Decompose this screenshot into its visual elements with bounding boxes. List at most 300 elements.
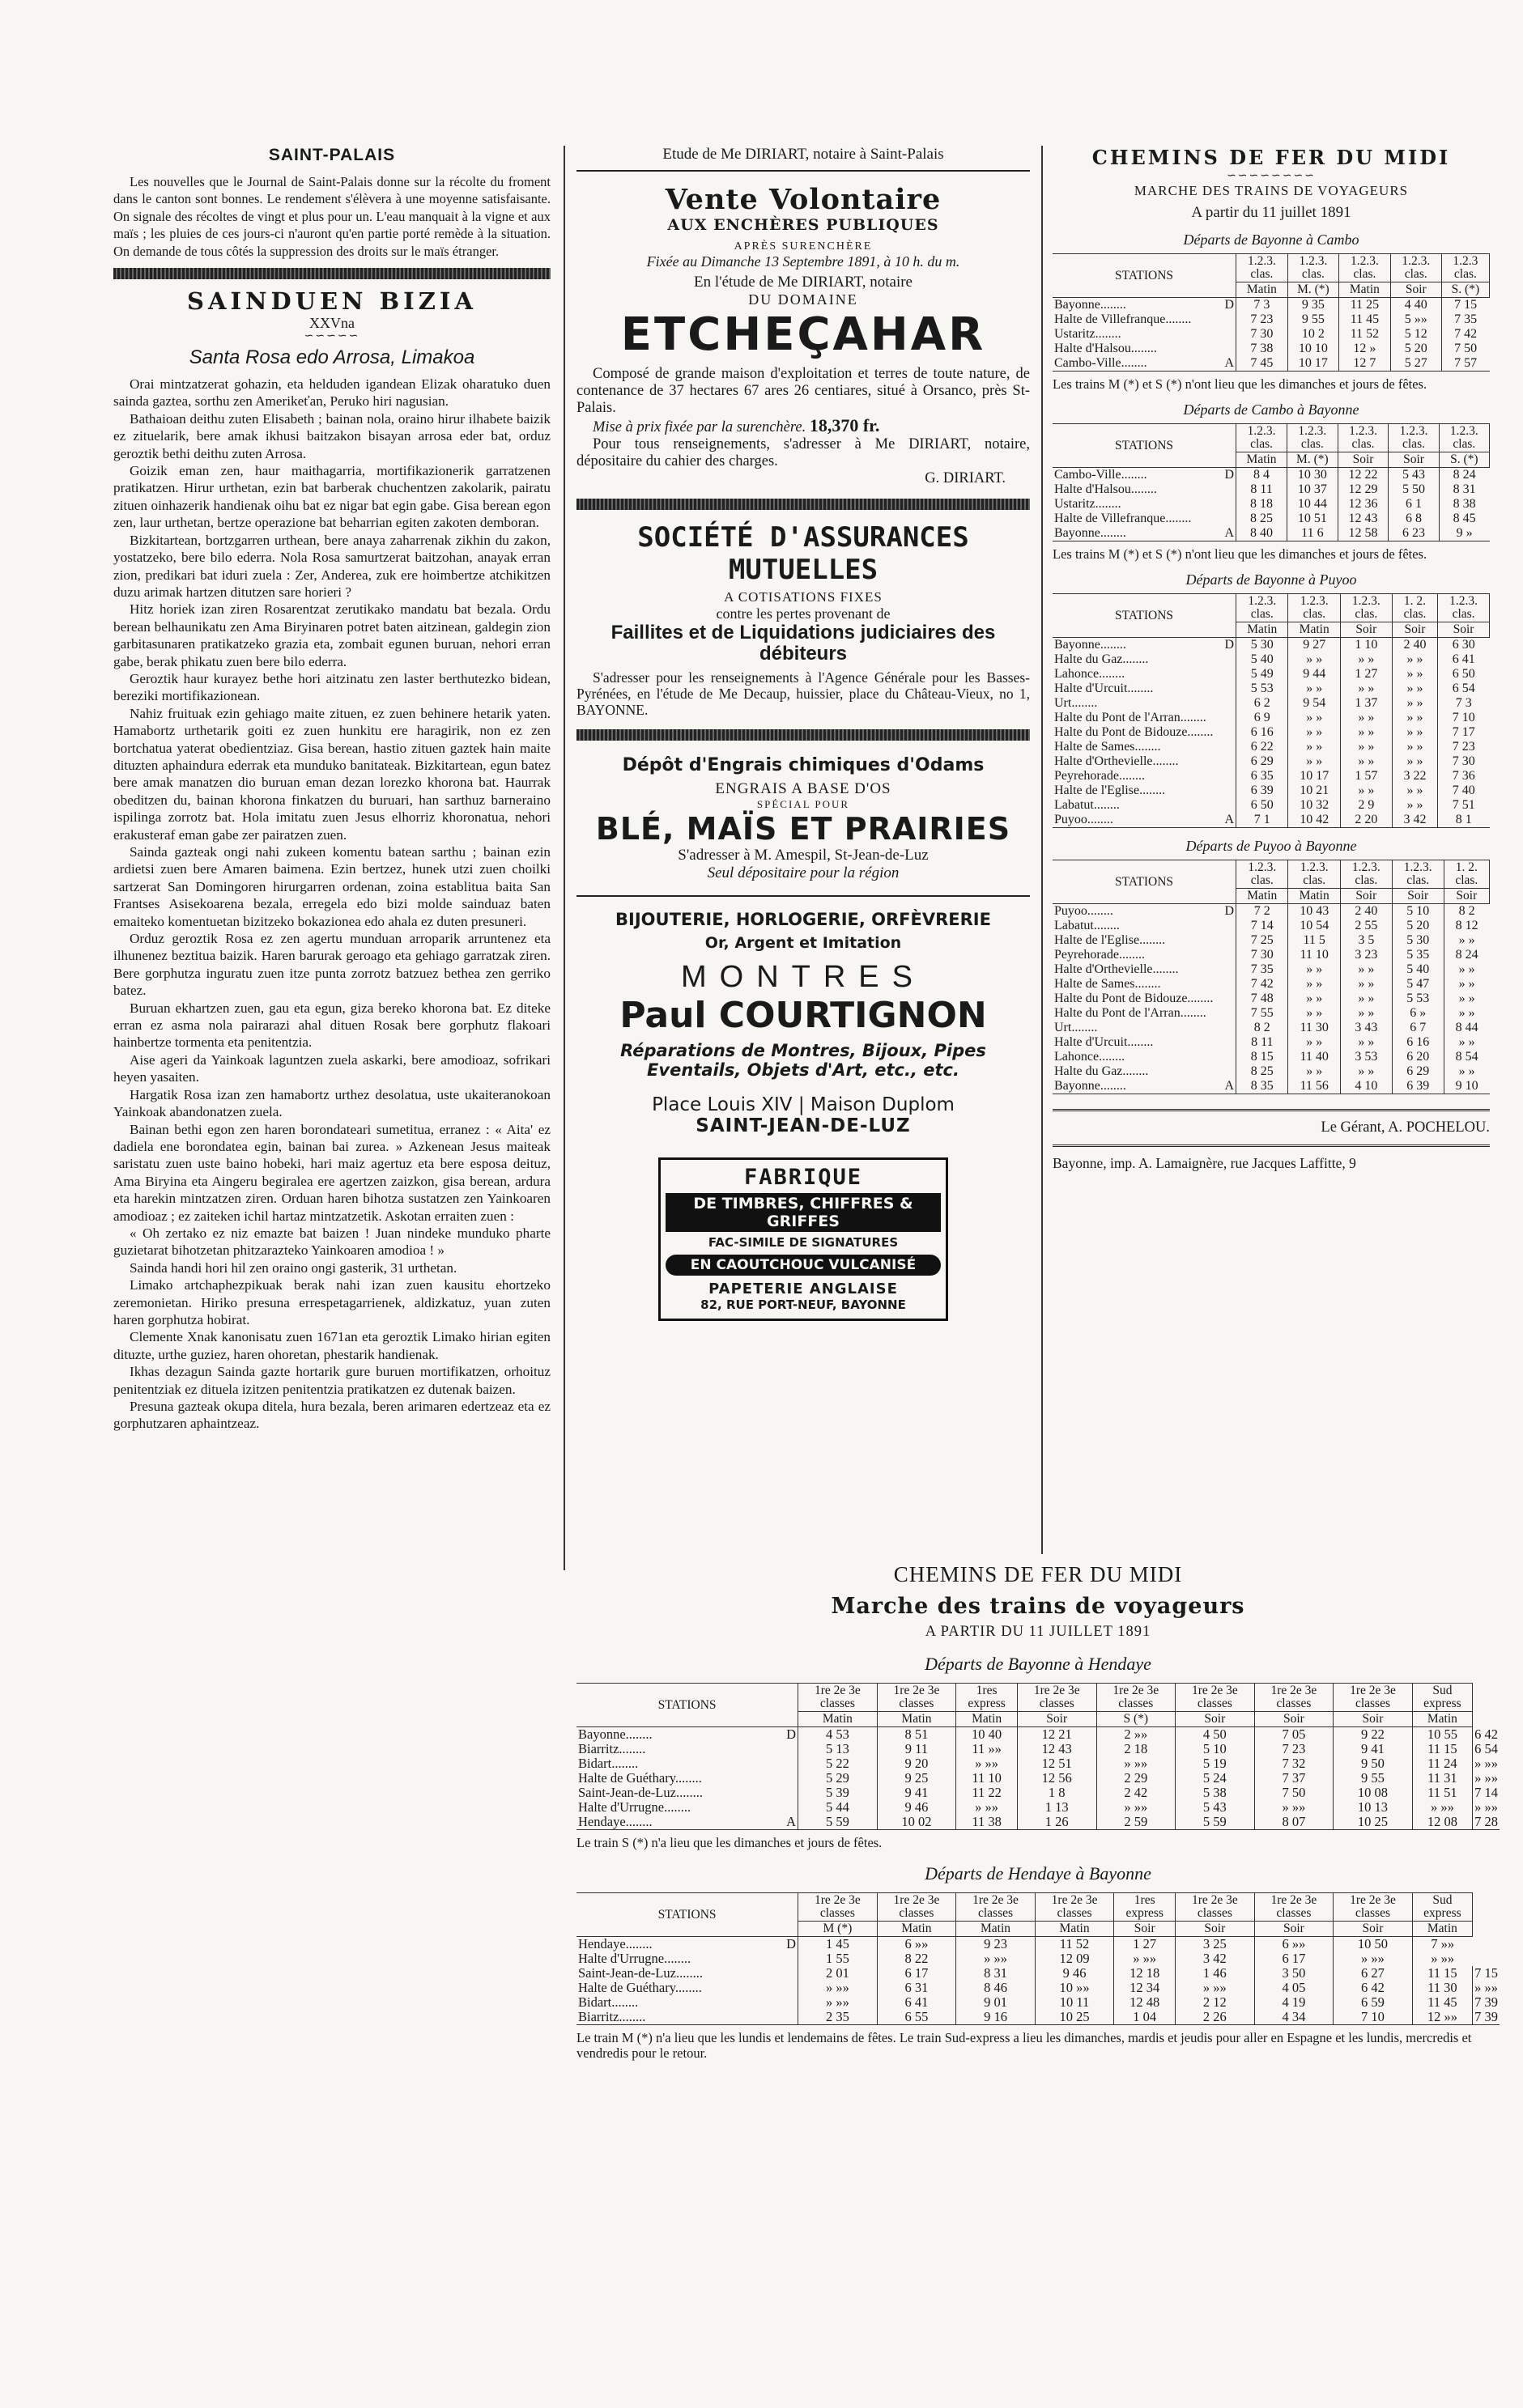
- class-header: 1.2.3. clas.: [1439, 424, 1489, 452]
- leader-dots: ........: [1139, 933, 1166, 947]
- station-name: Urt: [1054, 696, 1072, 710]
- time-cell: » »: [1288, 711, 1340, 725]
- sainduen-bizia-title: SAINDUEN BIZIA: [187, 287, 477, 316]
- time-cell: » »: [1444, 1006, 1489, 1021]
- time-cell: 9 10: [1444, 1079, 1489, 1094]
- leader-dots: ........: [675, 1785, 703, 1800]
- middle-column: [576, 146, 1030, 1321]
- time-cell: 9 55: [1287, 312, 1338, 327]
- time-cell: 9 11: [877, 1742, 956, 1756]
- amespil-address: S'adresser à M. Amespil, St-Jean-de-Luz: [678, 847, 929, 864]
- time-cell: 5 50: [1389, 482, 1439, 497]
- leader-dots: ........: [1127, 1035, 1154, 1049]
- leader-dots: ........: [1121, 468, 1147, 482]
- place-louis-xiv: Place Louis XIV | Maison Duplom: [652, 1094, 955, 1116]
- time-cell: 11 56: [1288, 1079, 1340, 1094]
- timetable-row: [1053, 298, 1490, 313]
- time-cell: 11 15: [1412, 1742, 1472, 1756]
- leader-dots: ........: [1165, 512, 1192, 525]
- time-cell: 1 27: [1114, 1937, 1176, 1952]
- time-cell: 7 25: [1236, 933, 1288, 948]
- station-name: Halte d'Orthevielle: [1054, 754, 1153, 768]
- timetable-row: [576, 1742, 1500, 1756]
- time-cell: » »»: [956, 1951, 1036, 1966]
- time-cell: 6 16: [1392, 1035, 1444, 1050]
- time-cell: 11 45: [1339, 312, 1391, 327]
- station-name: Labatut: [1054, 798, 1094, 812]
- time-cell: 4 05: [1254, 1981, 1334, 1995]
- time-cell: 7 35: [1236, 962, 1288, 977]
- class-header: 1re 2e 3e classes: [1017, 1684, 1096, 1712]
- stations-header: STATIONS: [576, 1684, 798, 1727]
- time-cell: 6 29: [1236, 754, 1288, 769]
- timetable-subtitle: Départs de Bayonne à Hendaye: [925, 1654, 1151, 1674]
- time-cell: 9 46: [1035, 1966, 1114, 1981]
- time-cell: 7 30: [1438, 754, 1490, 769]
- time-cell: 6 55: [877, 2010, 956, 2025]
- leader-dots: ........: [1130, 482, 1157, 496]
- depart-arrive-marker: D: [1224, 468, 1235, 482]
- time-cell: 7 35: [1441, 312, 1489, 327]
- time-cell: 10 50: [1334, 1937, 1413, 1952]
- time-cell: 7 28: [1473, 1815, 1500, 1830]
- story-paragraph: Bizkitartean, bortzgarren urthean, bere anaya zaharrenak zikhin du zakon, yostatzeko, bere bilo ederra. Nola Rosa samurtzerat baitzohan, anayak erran zion, predikari bat iduri zuela : Zer, Anderea, zuk ere hoimbertze atchikitzen duzu arimak hartzen ditutzen sare horieri ?: [113, 532, 551, 600]
- timetable-row: [576, 1800, 1500, 1815]
- time-cell: 11 15: [1412, 1966, 1472, 1981]
- column-rule-left: [564, 146, 565, 1570]
- vente-volontaire-heading: Vente Volontaire: [665, 183, 942, 216]
- class-header: 1re 2e 3e classes: [1334, 1893, 1413, 1922]
- seul-depositaire: Seul dépositaire pour la région: [707, 864, 900, 882]
- station-name: Halte d'Urrugne: [578, 1799, 665, 1815]
- timetable-row: [576, 2010, 1500, 2025]
- leader-dots: ........: [675, 1965, 703, 1981]
- time-cell: 8 35: [1236, 1079, 1288, 1094]
- time-cell: 9 25: [877, 1771, 956, 1786]
- time-cell: » »: [1340, 725, 1392, 740]
- time-cell: 10 08: [1334, 1786, 1413, 1800]
- station-name: Halte du Gaz: [1054, 652, 1123, 666]
- timetable-note: Le train M (*) n'a lieu que les lundis et lendemains de fêtes. Le train Sud-express a lieu les dimanches, mardis et jeudis pour aller en Espagne et les lundis, mercredis et vendredis pour le retour.: [576, 2030, 1472, 2061]
- time-cell: 10 43: [1288, 904, 1340, 919]
- time-cell: 11 30: [1412, 1981, 1472, 1995]
- class-header: 1re 2e 3e classes: [877, 1684, 956, 1712]
- time-cell: 8 44: [1444, 1021, 1489, 1035]
- class-header: 1.2.3. clas.: [1392, 860, 1444, 889]
- period-header: M (*): [798, 1922, 878, 1937]
- time-cell: 7 36: [1438, 769, 1490, 784]
- time-cell: 11 30: [1288, 1021, 1340, 1035]
- period-header: Soir: [1334, 1712, 1413, 1727]
- timetable-row: [576, 1981, 1500, 1995]
- period-header: Matin: [1288, 889, 1340, 904]
- imprimeur-line: Bayonne, imp. A. Lamaignère, rue Jacques Laffitte, 9: [1053, 1155, 1356, 1171]
- story-paragraph: Hitz horiek izan ziren Rosarentzat zerutikako mandatu bat bezala. Ordu berean belhaunikatu zen Ama Biryinaren potret baten aitzinean, galdegin zion garbitasunaren pratikatzeko grazia eta, zombait egunen buruan, nehori erran gabe, berak phikatu zuen bere bilo ederra.: [113, 601, 551, 669]
- encheres-heading: AUX ENCHÈRES PUBLIQUES: [667, 216, 939, 234]
- station-name: Ustaritz: [1054, 327, 1095, 341]
- station-name: Halte du Pont de Bidouze: [1054, 992, 1188, 1005]
- time-cell: » »: [1444, 962, 1489, 977]
- special-pour: SPÉCIAL POUR: [756, 798, 850, 811]
- timetable-row: [1053, 919, 1490, 933]
- time-cell: » »»: [956, 1756, 1018, 1771]
- time-cell: 5 59: [798, 1815, 878, 1830]
- time-cell: » »»: [1412, 1951, 1472, 1966]
- timetable-row: [1053, 526, 1490, 541]
- time-cell: 6 42: [1334, 1981, 1413, 1995]
- time-cell: 8 07: [1254, 1815, 1334, 1830]
- stamp-timbres: DE TIMBRES, CHIFFRES & GRIFFES: [666, 1193, 941, 1232]
- timetable-row: [1053, 725, 1490, 740]
- time-cell: 8 51: [877, 1727, 956, 1743]
- column-rule-right: [1041, 146, 1043, 1554]
- period-header: Soir: [1438, 622, 1490, 638]
- time-cell: » »: [1288, 754, 1340, 769]
- class-header: Sud express: [1412, 1684, 1472, 1712]
- time-cell: 1 13: [1017, 1800, 1096, 1815]
- class-header: 1re 2e 3e classes: [1334, 1684, 1413, 1712]
- time-cell: » »: [1288, 1064, 1340, 1079]
- station-name: Halte du Pont de Bidouze: [1054, 725, 1188, 739]
- station-name: Biarritz: [578, 1741, 619, 1756]
- station-name: Halte d'Orthevielle: [1054, 962, 1153, 976]
- time-cell: 2 29: [1096, 1771, 1176, 1786]
- leader-dots: ........: [1180, 711, 1206, 724]
- time-cell: 9 »: [1439, 526, 1489, 541]
- bottom-date: A PARTIR DU 11 JUILLET 1891: [925, 1624, 1151, 1640]
- period-header: Matin: [877, 1712, 956, 1727]
- time-cell: 5 10: [1176, 1742, 1255, 1756]
- station-name: Hendaye: [578, 1814, 626, 1829]
- time-cell: » »: [1340, 740, 1392, 754]
- time-cell: 6 41: [877, 1995, 956, 2010]
- station-name: Halte de Guéthary: [578, 1980, 675, 1995]
- time-cell: 5 35: [1392, 948, 1444, 962]
- time-cell: 6 9: [1236, 711, 1288, 725]
- time-cell: 1 37: [1340, 696, 1392, 711]
- station-name: Bayonne: [1054, 526, 1100, 540]
- time-cell: » »»: [1334, 1951, 1413, 1966]
- timetable-row: [576, 1727, 1500, 1743]
- time-cell: 2 18: [1096, 1742, 1176, 1756]
- time-cell: 10 »»: [1035, 1981, 1114, 1995]
- time-cell: 8 2: [1444, 904, 1489, 919]
- chemins-de-fer-title: CHEMINS DE FER DU MIDI: [1091, 146, 1451, 169]
- time-cell: 7 17: [1438, 725, 1490, 740]
- marche-des-trains: MARCHE DES TRAINS DE VOYAGEURS: [1134, 183, 1409, 198]
- time-cell: 7 37: [1254, 1771, 1334, 1786]
- time-cell: 7 3: [1438, 696, 1490, 711]
- time-cell: 7 14: [1473, 1786, 1500, 1800]
- time-cell: » »: [1340, 784, 1392, 798]
- time-cell: 12 56: [1017, 1771, 1096, 1786]
- time-cell: 7 15: [1441, 298, 1489, 313]
- time-cell: 7 55: [1236, 1006, 1288, 1021]
- time-cell: » »: [1444, 977, 1489, 992]
- class-header: 1.2.3. clas.: [1340, 594, 1392, 622]
- time-cell: 8 11: [1236, 1035, 1288, 1050]
- station-name: Halte d'Urcuit: [1054, 682, 1128, 695]
- time-cell: 12 48: [1114, 1995, 1176, 2010]
- class-header: 1re 2e 3e classes: [1254, 1893, 1334, 1922]
- time-cell: 7 42: [1441, 327, 1489, 342]
- time-cell: 11 5: [1288, 933, 1340, 948]
- timetable: [1053, 860, 1490, 1094]
- time-cell: 2 40: [1392, 638, 1437, 653]
- time-cell: 6 59: [1334, 1995, 1413, 2010]
- station-name: Urt: [1054, 1021, 1072, 1034]
- time-cell: 5 30: [1236, 638, 1288, 653]
- station-name: Peyrehorade: [1054, 769, 1119, 783]
- time-cell: 3 43: [1340, 1021, 1392, 1035]
- time-cell: 6 22: [1236, 740, 1288, 754]
- class-header: 1re 2e 3e classes: [1035, 1893, 1114, 1922]
- reparations-text: Réparations de Montres, Bijoux, Pipes Eventails, Objets d'Art, etc., etc.: [620, 1041, 986, 1081]
- station-name: Bidart: [578, 1756, 612, 1771]
- period-header: Matin: [1236, 282, 1288, 298]
- gerant-line: Le Gérant, A. POCHELOU.: [1321, 1119, 1490, 1136]
- time-cell: 5 43: [1389, 468, 1439, 483]
- time-cell: » »: [1288, 1006, 1340, 1021]
- story-paragraph: Orai mintzatzerat gohazin, eta helduden igandean Elizak oharatuko duen sainda gaztea, sorthu zen Amerikeťan, Peruko hiri nagusian.: [113, 376, 551, 410]
- time-cell: » »: [1392, 784, 1437, 798]
- squiggle-ornament: ∽∽∽∽∽: [304, 330, 360, 343]
- time-cell: 4 34: [1254, 2010, 1334, 2025]
- etchecahar-heading: ETCHEÇAHAR: [620, 308, 986, 361]
- time-cell: 12 09: [1035, 1951, 1114, 1966]
- time-cell: 7 42: [1236, 977, 1288, 992]
- station-name: Puyoo: [1054, 904, 1087, 918]
- timetable-row: [1053, 977, 1490, 992]
- saint-palais-text: Les nouvelles que le Journal de Saint-Palais donne sur la récolte du froment dans le canton sont bonnes. Le rendement s'élèvera à une moyenne satisfaisante. On signale des récoltes de vingt et plus pour un. L'eau manquait à la vigne et aux maïs ; les pluies de ces jours-ci n'auront qu'en partie porté remède à la situation. On demande de tous côtés la suppression des droits sur le maïs étranger.: [113, 174, 551, 259]
- period-header: Soir: [1338, 452, 1389, 468]
- station-name: Halte de l'Eglise: [1054, 933, 1140, 947]
- time-cell: 10 30: [1287, 468, 1338, 483]
- time-cell: » »: [1392, 798, 1437, 813]
- period-header: Matin: [1236, 622, 1288, 638]
- time-cell: » »: [1288, 962, 1340, 977]
- time-cell: 6 39: [1392, 1079, 1444, 1094]
- time-cell: 3 42: [1392, 813, 1437, 828]
- station-name: Labatut: [1054, 919, 1094, 932]
- time-cell: » »»: [798, 1981, 878, 1995]
- period-header: Matin: [1288, 622, 1340, 638]
- time-cell: 6 50: [1236, 798, 1288, 813]
- class-header: 1re 2e 3e classes: [1096, 1684, 1176, 1712]
- stamp-caoutchouc: EN CAOUTCHOUC VULCANISÉ: [666, 1255, 941, 1276]
- time-cell: » »»: [1096, 1800, 1176, 1815]
- class-header: 1res express: [956, 1684, 1018, 1712]
- time-cell: 7 10: [1334, 2010, 1413, 2025]
- leader-dots: ........: [1122, 1064, 1149, 1078]
- time-cell: 3 22: [1392, 769, 1437, 784]
- leader-dots: ........: [1152, 962, 1179, 976]
- time-cell: 7 23: [1438, 740, 1490, 754]
- time-cell: 11 10: [1288, 948, 1340, 962]
- time-cell: 6 35: [1236, 769, 1288, 784]
- time-cell: 12 08: [1412, 1815, 1472, 1830]
- time-cell: 6 50: [1438, 667, 1490, 682]
- period-header: Soir: [1340, 889, 1392, 904]
- time-cell: 1 10: [1340, 638, 1392, 653]
- period-header: Matin: [1035, 1922, 1114, 1937]
- class-header: 1.2.3 clas.: [1441, 254, 1489, 282]
- time-cell: 9 55: [1334, 1771, 1413, 1786]
- time-cell: 11 52: [1339, 327, 1391, 342]
- time-cell: 10 51: [1287, 512, 1338, 526]
- station-name: Bayonne: [1054, 298, 1100, 312]
- depart-arrive-marker: D: [1224, 638, 1235, 652]
- class-header: 1.2.3. clas.: [1236, 254, 1288, 282]
- class-header: 1re 2e 3e classes: [1176, 1684, 1255, 1712]
- timetable-note: Les trains M (*) et S (*) n'ont lieu que les dimanches et jours de fêtes.: [1053, 376, 1427, 392]
- station-name: Biarritz: [578, 2009, 619, 2024]
- time-cell: 12 51: [1017, 1756, 1096, 1771]
- depart-arrive-marker: D: [1224, 298, 1235, 312]
- time-cell: 7 57: [1441, 356, 1489, 372]
- time-cell: 10 32: [1288, 798, 1340, 813]
- leader-dots: ........: [1122, 652, 1149, 666]
- du-domaine: DU DOMAINE: [748, 291, 858, 308]
- timetable-row: [1053, 754, 1490, 769]
- stations-header: STATIONS: [1053, 424, 1236, 468]
- time-cell: 7 15: [1473, 1966, 1500, 1981]
- leader-dots: ........: [1093, 919, 1120, 932]
- time-cell: 6 54: [1473, 1742, 1500, 1756]
- depart-arrive-marker: D: [786, 1936, 797, 1951]
- time-cell: 6 20: [1392, 1050, 1444, 1064]
- story-paragraph: Presuna gazteak okupa ditela, hura bezala, beren arimaren edertzeaz eta ez gorphutzaren aphaintzeaz.: [113, 1399, 551, 1432]
- time-cell: 6 17: [1254, 1951, 1334, 1966]
- station-name: Halte de Sames: [1054, 740, 1135, 754]
- timetable-row: [576, 1815, 1500, 1830]
- timetable-row: [1053, 638, 1490, 653]
- leader-dots: ........: [611, 1994, 639, 2010]
- leader-dots: ........: [1099, 667, 1125, 681]
- time-cell: » »»: [1473, 1800, 1500, 1815]
- time-cell: 2 42: [1096, 1786, 1176, 1800]
- stations-header: STATIONS: [1053, 254, 1236, 298]
- time-cell: » »»: [1473, 1981, 1500, 1995]
- time-cell: 12 »»: [1412, 2010, 1472, 2025]
- time-cell: 10 54: [1288, 919, 1340, 933]
- period-header: S. (*): [1441, 282, 1489, 298]
- period-header: Soir: [1392, 889, 1444, 904]
- timetable-row: [1053, 1035, 1490, 1050]
- en-etude: En l'étude de Me DIRIART, notaire: [694, 274, 913, 291]
- time-cell: 8 11: [1236, 482, 1287, 497]
- timetable-row: [1053, 482, 1490, 497]
- time-cell: 11 38: [956, 1815, 1018, 1830]
- societe-heading: SOCIÉTÉ D'ASSURANCES MUTUELLES: [637, 521, 969, 587]
- story-paragraph: Sainda gazteak ongi nahi zukeen komentu batean sarthu ; bainan ezin ardietsi zuen bere Amaren baimena. Ezin bertzez, hunek utzi zuen choilki sartzerat San Domingoren hirurgarren ordenan, zoina establitua baita San Frantses Asisekoarena bezala, erregela edo bizi molde sainduaz baten emaiteko komentuetan bizitzeko bokazionea edo ahala ez duten presuneri.: [113, 844, 551, 929]
- faillites-heading: Faillites et de Liquidations judiciaires des débiteurs: [610, 622, 996, 665]
- story-paragraph: Geroztik haur kurayez bethe hori aitzinatu zen laster berthutezko bidean, bereziki mortifikazionean.: [113, 670, 551, 704]
- time-cell: 12 22: [1338, 468, 1389, 483]
- station-name: Halte d'Urcuit: [1054, 1035, 1128, 1049]
- class-header: 1.2.3. clas.: [1236, 594, 1288, 622]
- timetable-row: [1053, 1006, 1490, 1021]
- chapter-number: XXVna: [309, 315, 355, 332]
- story-paragraph: Ikhas dezagun Sainda gazte hortarik gure buruen mortifikatzen, orhoituz penitentziak ez dituela izitzen penitentzia pratikatzen ez dutenak baizen.: [113, 1364, 551, 1397]
- timetable-row: [1053, 682, 1490, 696]
- period-header: Soir: [1389, 452, 1439, 468]
- timetable-row: [1053, 667, 1490, 682]
- engrais-base-os: ENGRAIS A BASE D'OS: [715, 780, 891, 798]
- station-name: Halte de Guéthary: [578, 1770, 675, 1786]
- timetable-subtitle: Départs de Bayonne à Cambo: [1183, 231, 1359, 248]
- leader-dots: ........: [1134, 977, 1161, 991]
- time-cell: 9 01: [956, 1995, 1036, 2010]
- time-cell: 7 32: [1254, 1756, 1334, 1771]
- time-cell: 4 40: [1390, 298, 1441, 313]
- bottom-timetables: [576, 1654, 1500, 2061]
- time-cell: 9 41: [877, 1786, 956, 1800]
- time-cell: 11 40: [1288, 1050, 1340, 1064]
- bottom-chemins-title: CHEMINS DE FER DU MIDI: [893, 1562, 1183, 1586]
- timetable-note: Les trains M (*) et S (*) n'ont lieu que les dimanches et jours de fêtes.: [1053, 546, 1427, 562]
- bottom-marche-heading: Marche des trains de voyageurs: [831, 1594, 1245, 1619]
- time-cell: » »: [1340, 992, 1392, 1006]
- time-cell: 5 »»: [1390, 312, 1441, 327]
- time-cell: 2 12: [1176, 1995, 1255, 2010]
- time-cell: 10 21: [1288, 784, 1340, 798]
- leader-dots: ........: [1100, 638, 1126, 652]
- time-cell: 6 23: [1389, 526, 1439, 541]
- period-header: Soir: [1392, 622, 1437, 638]
- time-cell: 12 43: [1338, 512, 1389, 526]
- time-cell: » »: [1392, 682, 1437, 696]
- leader-dots: ........: [1087, 813, 1113, 826]
- leader-dots: ........: [619, 2009, 646, 2024]
- time-cell: 8 46: [956, 1981, 1036, 1995]
- squiggle-ornament: ∽∽∽∽∽∽∽∽: [1227, 170, 1316, 182]
- timetable: [1053, 253, 1490, 372]
- time-cell: 11 52: [1035, 1937, 1114, 1952]
- timetable-row: [576, 1995, 1500, 2010]
- courtignon-heading: Paul COURTIGNON: [619, 995, 987, 1037]
- time-cell: 7 48: [1236, 992, 1288, 1006]
- time-cell: 12 36: [1338, 497, 1389, 512]
- time-cell: 1 55: [798, 1951, 878, 1966]
- station-name: Halte de l'Eglise: [1054, 784, 1140, 797]
- separator-band: [576, 729, 1030, 741]
- time-cell: » »: [1340, 1064, 1392, 1079]
- time-cell: 8 22: [877, 1951, 956, 1966]
- story-paragraph: Sainda handi hori hil zen oraino ongi gasterik, 31 urthetan.: [130, 1259, 457, 1276]
- timetable-row: [1053, 904, 1490, 919]
- diriart-signature: G. DIRIART.: [925, 470, 1006, 487]
- time-cell: 6 29: [1392, 1064, 1444, 1079]
- time-cell: 5 27: [1390, 356, 1441, 372]
- time-cell: 10 40: [956, 1727, 1018, 1743]
- stamp-papeterie: PAPETERIE ANGLAISE: [708, 1280, 898, 1298]
- time-cell: 6 30: [1438, 638, 1490, 653]
- timetable-row: [1053, 1079, 1490, 1094]
- class-header: 1.2.3. clas.: [1438, 594, 1490, 622]
- time-cell: » »: [1392, 754, 1437, 769]
- time-cell: 1 8: [1017, 1786, 1096, 1800]
- station-name: Saint-Jean-de-Luz: [578, 1785, 676, 1800]
- time-cell: 8 24: [1444, 948, 1489, 962]
- timetable-row: [1053, 356, 1490, 372]
- time-cell: » »»: [1176, 1981, 1255, 1995]
- period-header: S. (*): [1439, 452, 1489, 468]
- time-cell: 12 58: [1338, 526, 1389, 541]
- timetable-subtitle: Départs de Puyoo à Bayonne: [1185, 838, 1357, 854]
- period-header: Matin: [1236, 889, 1288, 904]
- timetable: [1053, 423, 1490, 541]
